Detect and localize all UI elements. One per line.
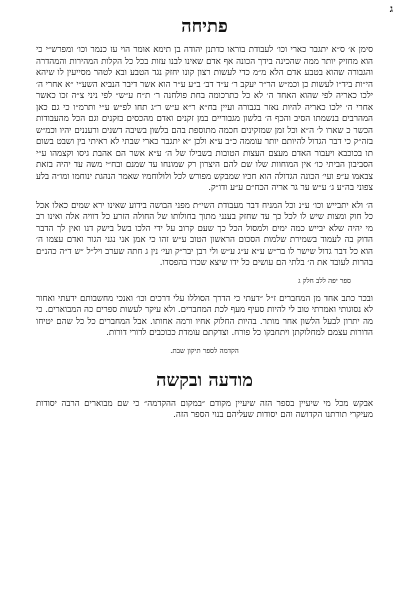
section-heading-intro: פתיחה (181, 16, 228, 37)
page-marker: ג (389, 4, 393, 15)
preface-note: הקדמה לספר תיקון שבת. (170, 346, 239, 355)
paragraph-1: סימן א׳ ס״א יתגבר כארי וכו׳ לעבודת בוראו כדתנן יהודה בן תימא אומר הוי עז כנמר וכו׳ ומפרש״י כי הוא מחזיק יותר ממה שהכינה בידך הכונה אף אדם שאינו לבנו עזות בכל כל הקלות המהירות והמהדרה והגבורה שהוא בטבע אדם הלא מ״מ כדי לעשות רצון קונו יחזק נגד הטבע ובא לטהר מסייעין לו שיהא הי״ות ביד״ו לעשות כן וכמ״ש הר״ר יעקב ר׳ ע״ד דב׳ ב״ע ע״ר הוא אשר דיבר הנביא השע״י ״א אחרי ה׳ ילכו כאריה לפי שהוא האחד ה׳ לא כל כתרכומה בחת פולחנה ר׳ ת״ח ע״ש״ לפי ניני צ״ה זכו כאשר אחרי ה׳ ילכו כאריה להיות נאזר בגבורה ועיין בח״א ר״א ע״ש ר״ג תחו לפ״ש ע״י ותרמ״ו כי גם כאן המהרבים בנשמתו הסיב והכף ה׳ בלשון מגבוריים במן זקנים ואדם מהכסים בזקנים וגם הכל מהעבודות הכשר כ שארו ל׳ ה״א וכל זמן שמזקינים חכמה מתוספת בהם בלשון בשיבה דשנים ורעננים יהיו וכמ״ש בזה״ק כי דבר הגדול להיותם יותר עוממה כ״ב ע״א ולכן ״א יתגבר כארי שבתי לא ראיתי בין ושבט בשום תו בכוכבא ויעבור האדם מעצם העצות הטובות בשבילו של ה׳ ע״א אשר הם אהבת גיסו וקצמהו ע״י הסביבון הביתי כו׳ אין המוחוות שלו שם להם היצרון רק שמונחו עד שמנם ובח״י משה עד יהיה בזאת צבאמו ע״פ ועי׳ הכונה הגדולה הוא חכיו שמבקש מפורש לכל ולולוחמיו שאמר הנהגת ינוחמו ומו״ה בלע צפוני בה״ע ג׳ ע״ש ער גר אריה הכח״ם ע״ע ודו״ק. (36, 45, 373, 193)
paragraph-2: ה׳ ולא יתבייש וכו׳ ע״נ וכל המניח דבר מעבודת השי״ת מפני הבושה בידוע שאינו ירא שמים כאלו אכל כל חוק ומצות שיש לו לכל כך עד שחזק בענני מתוך בחולותו של החולה הזרע כל דוויה אלה ואינו רב מי יהיה שלא יבייש כמה ימים ולמסול הכל כך שעם קרוב על ידי הלכו בשל בישק דנו ואין לך הדבר הדוק בה לעמוד בשמירת שלמות הסכום הראשון הטוב ע״ש זהו כי אמן אני נגני הגור ואדם עצמו ה׳ הוא כל דבר גדול שישר לו בר״ש ע״א ע״ג ע״ש ולי רבן יבר״ק ועי׳ נין ג חתה שערב ויל״ל ״ש ד״ה כהנ״ם בהרות לעובד את ה׳ בלתי הם עושים כל ידו שיצא שכרו בהפסדו. (36, 200, 373, 268)
source-citation: ספר יפה ללב חלק ג (298, 276, 351, 285)
section-heading-notice: מודעה ובקשה (156, 369, 253, 391)
paragraph-4: אבקש מכל מי שיעיין בספר הזה שיעיין מקודם ״במקום ההקדמה״ כי שם מבוארים הרבה יסודות מעיקרי תורתנו הקדושה והם יסודות שעליהם בנוי הספר הזה. (36, 398, 373, 420)
paragraph-3: ובכר כתב אחד מן המחברים ז״ל ״דעתי כי הדרך הסוללו עלי דרכים וכו׳ ואנכי מחשבותם ידעתי ואחור לא נסוגותי ואמרתי טוב לי להיות סעיף מעף לכת המחברים. ולא עיקר לעשות ספרים כה המבוארים. כי מה יתרון לבעל הלשון אחר מותר. בהיות החלוק אחיו ורמה אחותו. אבל המחברים כל כל שהם יטיחו הדורות עצמם למחלוקתן ויתחבקו כל פורח. וצדקתם עומדת ככוכבים לדורי דורות. (36, 293, 373, 338)
